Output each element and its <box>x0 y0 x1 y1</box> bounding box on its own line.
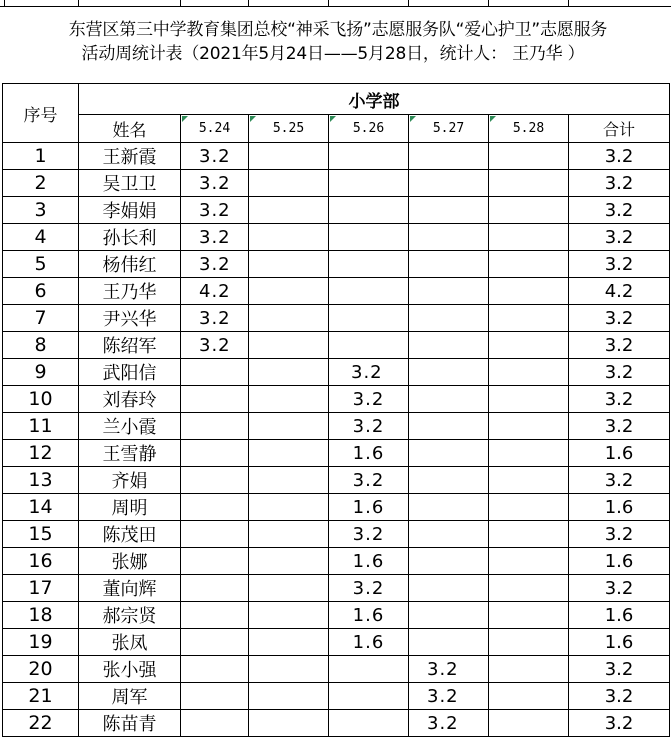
hours-cell[interactable] <box>249 170 329 197</box>
hours-cell[interactable] <box>249 575 329 602</box>
serial-cell[interactable]: 13 <box>3 467 79 494</box>
hours-cell[interactable] <box>181 656 249 683</box>
hours-cell[interactable] <box>409 251 489 278</box>
hours-cell[interactable] <box>489 521 569 548</box>
serial-cell[interactable]: 1 <box>3 143 79 170</box>
date-column-header[interactable] <box>181 115 249 143</box>
total-column-header[interactable]: 合计 <box>569 115 670 143</box>
name-cell[interactable]: 杨伟红 <box>79 251 181 278</box>
column-divider <box>180 0 181 6</box>
hours-cell[interactable]: 3.2 <box>329 359 409 386</box>
hours-cell[interactable] <box>329 143 409 170</box>
total-cell[interactable]: 1.6 <box>569 602 670 629</box>
serial-header[interactable]: 序号 <box>3 84 79 143</box>
name-cell[interactable]: 陈绍军 <box>79 332 181 359</box>
name-cell[interactable]: 刘春玲 <box>79 386 181 413</box>
hours-cell[interactable] <box>489 656 569 683</box>
total-cell[interactable]: 3.2 <box>569 683 670 710</box>
hours-cell[interactable] <box>329 224 409 251</box>
serial-cell[interactable]: 9 <box>3 359 79 386</box>
hours-cell[interactable] <box>329 710 409 737</box>
hours-cell[interactable] <box>489 467 569 494</box>
total-cell[interactable]: 3.2 <box>569 386 670 413</box>
serial-cell[interactable]: 12 <box>3 440 79 467</box>
total-cell[interactable]: 1.6 <box>569 629 670 656</box>
comment-indicator-icon <box>490 116 496 122</box>
table-row <box>3 602 670 629</box>
hours-cell[interactable] <box>409 521 489 548</box>
hours-cell[interactable]: 1.6 <box>329 548 409 575</box>
date-column-header[interactable] <box>249 115 329 143</box>
hours-cell[interactable] <box>249 413 329 440</box>
hours-cell[interactable] <box>409 197 489 224</box>
hours-cell[interactable] <box>329 332 409 359</box>
hours-cell[interactable] <box>329 170 409 197</box>
table-row <box>3 251 670 278</box>
name-cell[interactable]: 张凤 <box>79 629 181 656</box>
hours-cell[interactable] <box>181 548 249 575</box>
hours-cell[interactable] <box>329 656 409 683</box>
serial-cell[interactable]: 11 <box>3 413 79 440</box>
hours-cell[interactable]: 3.2 <box>329 521 409 548</box>
table-row <box>3 305 670 332</box>
column-divider <box>4 0 5 6</box>
column-divider <box>408 0 409 6</box>
hours-cell[interactable] <box>489 629 569 656</box>
date-label: 5.25 <box>272 121 305 136</box>
table-row <box>3 278 670 305</box>
hours-cell[interactable] <box>409 359 489 386</box>
volunteer-table <box>2 83 670 737</box>
name-cell[interactable]: 张娜 <box>79 548 181 575</box>
serial-cell[interactable]: 8 <box>3 332 79 359</box>
hours-cell[interactable]: 3.2 <box>329 575 409 602</box>
total-cell[interactable]: 3.2 <box>569 143 670 170</box>
hours-cell[interactable] <box>181 413 249 440</box>
table-row <box>3 143 670 170</box>
serial-cell[interactable]: 21 <box>3 683 79 710</box>
hours-cell[interactable] <box>409 332 489 359</box>
total-cell[interactable]: 3.2 <box>569 332 670 359</box>
hours-cell[interactable] <box>249 602 329 629</box>
previous-row-strip <box>0 0 671 7</box>
serial-cell[interactable]: 22 <box>3 710 79 737</box>
name-cell[interactable]: 陈苗青 <box>79 710 181 737</box>
total-cell[interactable]: 3.2 <box>569 170 670 197</box>
hours-cell[interactable] <box>489 278 569 305</box>
hours-cell[interactable] <box>249 305 329 332</box>
name-cell[interactable]: 周明 <box>79 494 181 521</box>
column-divider <box>488 0 489 6</box>
hours-cell[interactable] <box>489 548 569 575</box>
hours-cell[interactable] <box>181 683 249 710</box>
hours-cell[interactable] <box>181 602 249 629</box>
serial-cell[interactable]: 10 <box>3 386 79 413</box>
column-divider <box>248 0 249 6</box>
total-cell[interactable]: 3.2 <box>569 656 670 683</box>
name-cell[interactable]: 陈茂田 <box>79 521 181 548</box>
total-cell[interactable]: 3.2 <box>569 467 670 494</box>
hours-cell[interactable] <box>489 386 569 413</box>
table-row <box>3 548 670 575</box>
hours-cell[interactable]: 3.2 <box>181 251 249 278</box>
hours-cell[interactable] <box>409 602 489 629</box>
table-row <box>3 467 670 494</box>
hours-cell[interactable]: 3.2 <box>409 656 489 683</box>
hours-cell[interactable] <box>181 494 249 521</box>
serial-cell[interactable]: 3 <box>3 197 79 224</box>
hours-cell[interactable] <box>489 683 569 710</box>
column-header-row <box>3 115 670 143</box>
comment-indicator-icon <box>250 116 256 122</box>
hours-cell[interactable] <box>409 143 489 170</box>
hours-cell[interactable] <box>409 278 489 305</box>
table-row <box>3 575 670 602</box>
hours-cell[interactable] <box>249 440 329 467</box>
name-cell[interactable]: 武阳信 <box>79 359 181 386</box>
serial-cell[interactable]: 18 <box>3 602 79 629</box>
hours-cell[interactable] <box>489 197 569 224</box>
hours-cell[interactable] <box>409 224 489 251</box>
serial-cell[interactable]: 14 <box>3 494 79 521</box>
hours-cell[interactable] <box>329 305 409 332</box>
hours-cell[interactable] <box>489 224 569 251</box>
total-cell[interactable]: 3.2 <box>569 251 670 278</box>
table-body <box>3 143 670 737</box>
hours-cell[interactable] <box>329 197 409 224</box>
name-cell[interactable]: 郝宗贤 <box>79 602 181 629</box>
hours-cell[interactable] <box>181 386 249 413</box>
total-cell[interactable]: 1.6 <box>569 440 670 467</box>
serial-cell[interactable]: 4 <box>3 224 79 251</box>
hours-cell[interactable] <box>249 656 329 683</box>
name-cell[interactable]: 孙长利 <box>79 224 181 251</box>
column-divider <box>328 0 329 6</box>
hours-cell[interactable] <box>249 710 329 737</box>
date-column-header[interactable] <box>409 115 489 143</box>
name-cell[interactable]: 王乃华 <box>79 278 181 305</box>
section-header[interactable]: 小学部 <box>79 84 670 115</box>
hours-cell[interactable] <box>489 575 569 602</box>
table-row <box>3 197 670 224</box>
hours-cell[interactable] <box>181 575 249 602</box>
serial-cell[interactable]: 16 <box>3 548 79 575</box>
name-cell[interactable]: 李娟娟 <box>79 197 181 224</box>
table-row <box>3 440 670 467</box>
total-cell[interactable]: 1.6 <box>569 548 670 575</box>
title-line-1: 东营区第三中学教育集团总校“神采飞扬”志愿服务队“爱心护卫”志愿服务 <box>68 20 608 40</box>
hours-cell[interactable] <box>409 629 489 656</box>
hours-cell[interactable] <box>489 332 569 359</box>
hours-cell[interactable] <box>249 494 329 521</box>
hours-cell[interactable]: 1.6 <box>329 602 409 629</box>
date-column-header[interactable] <box>329 115 409 143</box>
total-cell[interactable]: 4.2 <box>569 278 670 305</box>
hours-cell[interactable] <box>489 251 569 278</box>
hours-cell[interactable] <box>409 548 489 575</box>
hours-cell[interactable] <box>249 197 329 224</box>
comment-indicator-icon <box>182 116 188 122</box>
table-row <box>3 332 670 359</box>
hours-cell[interactable] <box>409 170 489 197</box>
table-row <box>3 683 670 710</box>
hours-cell[interactable] <box>181 629 249 656</box>
hours-cell[interactable] <box>409 467 489 494</box>
total-cell[interactable]: 3.2 <box>569 197 670 224</box>
serial-cell[interactable]: 2 <box>3 170 79 197</box>
hours-cell[interactable] <box>489 170 569 197</box>
hours-cell[interactable] <box>181 521 249 548</box>
name-cell[interactable]: 王新霞 <box>79 143 181 170</box>
hours-cell[interactable] <box>249 629 329 656</box>
comment-indicator-icon <box>330 116 336 122</box>
hours-cell[interactable]: 1.6 <box>329 440 409 467</box>
serial-cell[interactable]: 7 <box>3 305 79 332</box>
hours-cell[interactable] <box>489 359 569 386</box>
total-cell[interactable]: 3.2 <box>569 521 670 548</box>
serial-cell[interactable]: 20 <box>3 656 79 683</box>
hours-cell[interactable] <box>249 683 329 710</box>
hours-cell[interactable]: 3.2 <box>181 224 249 251</box>
column-divider <box>568 0 569 6</box>
hours-cell[interactable] <box>249 332 329 359</box>
hours-cell[interactable] <box>489 305 569 332</box>
hours-cell[interactable] <box>249 521 329 548</box>
hours-cell[interactable] <box>181 440 249 467</box>
hours-cell[interactable] <box>329 251 409 278</box>
date-label: 5.24 <box>198 121 231 136</box>
date-label: 5.26 <box>352 121 385 136</box>
hours-cell[interactable] <box>329 278 409 305</box>
table-row <box>3 413 670 440</box>
name-cell[interactable]: 周军 <box>79 683 181 710</box>
total-cell[interactable]: 3.2 <box>569 413 670 440</box>
hours-cell[interactable] <box>409 575 489 602</box>
table-row <box>3 170 670 197</box>
table-row <box>3 710 670 737</box>
hours-cell[interactable]: 1.6 <box>329 494 409 521</box>
name-cell[interactable]: 王雪静 <box>79 440 181 467</box>
name-column-header[interactable]: 姓名 <box>79 115 181 143</box>
comment-indicator-icon <box>410 116 416 122</box>
hours-cell[interactable] <box>249 224 329 251</box>
table-row <box>3 521 670 548</box>
hours-cell[interactable] <box>329 683 409 710</box>
name-cell[interactable]: 吴卫卫 <box>79 170 181 197</box>
hours-cell[interactable]: 4.2 <box>181 278 249 305</box>
hours-cell[interactable] <box>249 278 329 305</box>
total-cell[interactable]: 3.2 <box>569 305 670 332</box>
hours-cell[interactable]: 1.6 <box>329 629 409 656</box>
name-cell[interactable]: 张小强 <box>79 656 181 683</box>
hours-cell[interactable]: 3.2 <box>329 467 409 494</box>
hours-cell[interactable]: 3.2 <box>181 332 249 359</box>
hours-cell[interactable] <box>249 548 329 575</box>
hours-cell[interactable] <box>489 710 569 737</box>
serial-cell[interactable]: 6 <box>3 278 79 305</box>
table-row <box>3 629 670 656</box>
hours-cell[interactable] <box>489 440 569 467</box>
hours-cell[interactable]: 3.2 <box>329 386 409 413</box>
hours-cell[interactable] <box>249 467 329 494</box>
hours-cell[interactable] <box>181 710 249 737</box>
table-row <box>3 656 670 683</box>
hours-cell[interactable] <box>489 143 569 170</box>
name-cell[interactable]: 兰小霞 <box>79 413 181 440</box>
hours-cell[interactable] <box>489 602 569 629</box>
hours-cell[interactable] <box>181 359 249 386</box>
hours-cell[interactable] <box>181 467 249 494</box>
name-cell[interactable]: 齐娟 <box>79 467 181 494</box>
hours-cell[interactable]: 3.2 <box>181 143 249 170</box>
hours-cell[interactable]: 3.2 <box>329 413 409 440</box>
table-row <box>3 224 670 251</box>
total-cell[interactable]: 3.2 <box>569 575 670 602</box>
total-cell[interactable]: 1.6 <box>569 494 670 521</box>
hours-cell[interactable] <box>409 305 489 332</box>
hours-cell[interactable] <box>249 386 329 413</box>
serial-cell[interactable]: 19 <box>3 629 79 656</box>
name-cell[interactable]: 董向辉 <box>79 575 181 602</box>
table-row <box>3 386 670 413</box>
column-divider <box>78 0 79 6</box>
hours-cell[interactable]: 3.2 <box>181 197 249 224</box>
hours-cell[interactable] <box>409 413 489 440</box>
table-row <box>3 494 670 521</box>
hours-cell[interactable] <box>489 494 569 521</box>
title-line-2: 活动周统计表（2021年5月24日——5月28日，统计人： 王乃华 ） <box>81 44 585 64</box>
total-cell[interactable]: 3.2 <box>569 224 670 251</box>
hours-cell[interactable]: 3.2 <box>409 710 489 737</box>
sheet-title[interactable] <box>6 18 670 66</box>
hours-cell[interactable] <box>409 440 489 467</box>
date-label: 5.28 <box>512 121 545 136</box>
hours-cell[interactable] <box>409 494 489 521</box>
hours-cell[interactable] <box>249 143 329 170</box>
hours-cell[interactable] <box>249 359 329 386</box>
hours-cell[interactable] <box>489 413 569 440</box>
hours-cell[interactable]: 3.2 <box>181 170 249 197</box>
hours-cell[interactable]: 3.2 <box>409 683 489 710</box>
total-cell[interactable]: 3.2 <box>569 710 670 737</box>
serial-cell[interactable]: 15 <box>3 521 79 548</box>
date-label: 5.27 <box>432 121 465 136</box>
serial-cell[interactable]: 17 <box>3 575 79 602</box>
serial-cell[interactable]: 5 <box>3 251 79 278</box>
name-cell[interactable]: 尹兴华 <box>79 305 181 332</box>
hours-cell[interactable] <box>409 386 489 413</box>
table-row <box>3 359 670 386</box>
total-cell[interactable]: 3.2 <box>569 359 670 386</box>
hours-cell[interactable] <box>249 251 329 278</box>
date-column-header[interactable] <box>489 115 569 143</box>
hours-cell[interactable]: 3.2 <box>181 305 249 332</box>
